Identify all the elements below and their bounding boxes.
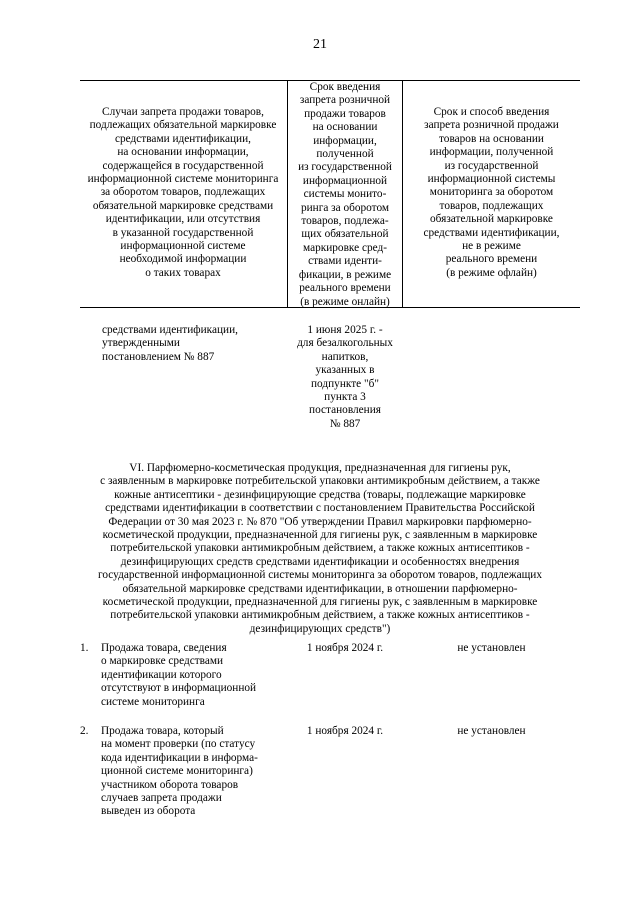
row-number: 2. <box>80 725 89 737</box>
header-col-cases: Случаи запрета продажи товаров, подлежащих обязательной маркировке средствами идентификации, на основании информации, содержащейся в государственной информационной системе мониторинга за оборотом товаров, подлежащих обязательной маркировке средствами идентификации, или отсутствия в указанной государственной информационной системе необходимой информации о таких товарах <box>87 106 279 279</box>
header-col-online: Срок введения запрета розничной продажи товаров на основании информации, полученной из государственной информационной системы монито- ринга за оборотом товаров, подлежа- щих обязательной маркировке сред- ствами иденти- фикации, в режиме реального времени (в режиме онлайн) <box>298 81 392 308</box>
row-offline-term: не установлен <box>457 642 526 654</box>
row-offline-term: не установлен <box>457 725 526 737</box>
row-case-text: Продажа товара, сведения о маркировке средствами идентификации которого отсутствуют в информационной системе мониторинга <box>101 642 257 708</box>
section-heading: VI. Парфюмерно-косметическая продукция, предназначенная для гигиены рук, с заявленным в маркировке потребительской упаковки антимикробным действием, а также кожные антисептики - дезинфицирующие средства (товары, подлежащие маркировке средствами идентификации в соответствии с постановлением Правительства Российской Федерации от 30 мая 2023 г. № 870 "Об утверждении Правил маркировки парфюмерно- косметической продукции, предназначенной для гигиены рук, с заявленным в маркировке потребительской упаковки антимикробным действием, а также кожных антисептиков - дезинфицирующих средств средствами идентификации и особенностях внедрения государственной информационной системы мониторинга за оборотом товаров, подлежащих обязательной маркировке средствами идентификации, в отношении парфюмерно- косметической продукции, предназначенной для гигиены рук, с заявленным в маркировке потребительской упаковки антимикробным действием, а также кожных антисептиков - дезинфицирующих средств") <box>97 462 542 635</box>
continuation-cases: средствами идентификации, утвержденными постановлением № 887 <box>102 324 238 363</box>
continuation-online: 1 июня 2025 г. - для безалкогольных напитков, указанных в подпункте "б" пункта 3 постановления № 887 <box>297 324 393 430</box>
row-case-text: Продажа товара, который на момент проверки (по статусу кода идентификации в информа- ционной системе мониторинга) участником оборота товаров случаев запрета продажи выведен из оборота <box>101 725 258 818</box>
table-header <box>80 80 580 308</box>
row-online-date: 1 ноября 2024 г. <box>306 725 384 737</box>
row-number: 1. <box>80 642 89 654</box>
row-online-date: 1 ноября 2024 г. <box>306 642 384 654</box>
page-number: 21 <box>313 37 327 52</box>
header-col-offline: Срок и способ введения запрета розничной продажи товаров на основании информации, полученной из государственной информационной системы мониторинга за оборотом товаров, подлежащих обязательной маркировке средствами идентификации, не в режиме реального времени (в режиме офлайн) <box>423 106 560 279</box>
